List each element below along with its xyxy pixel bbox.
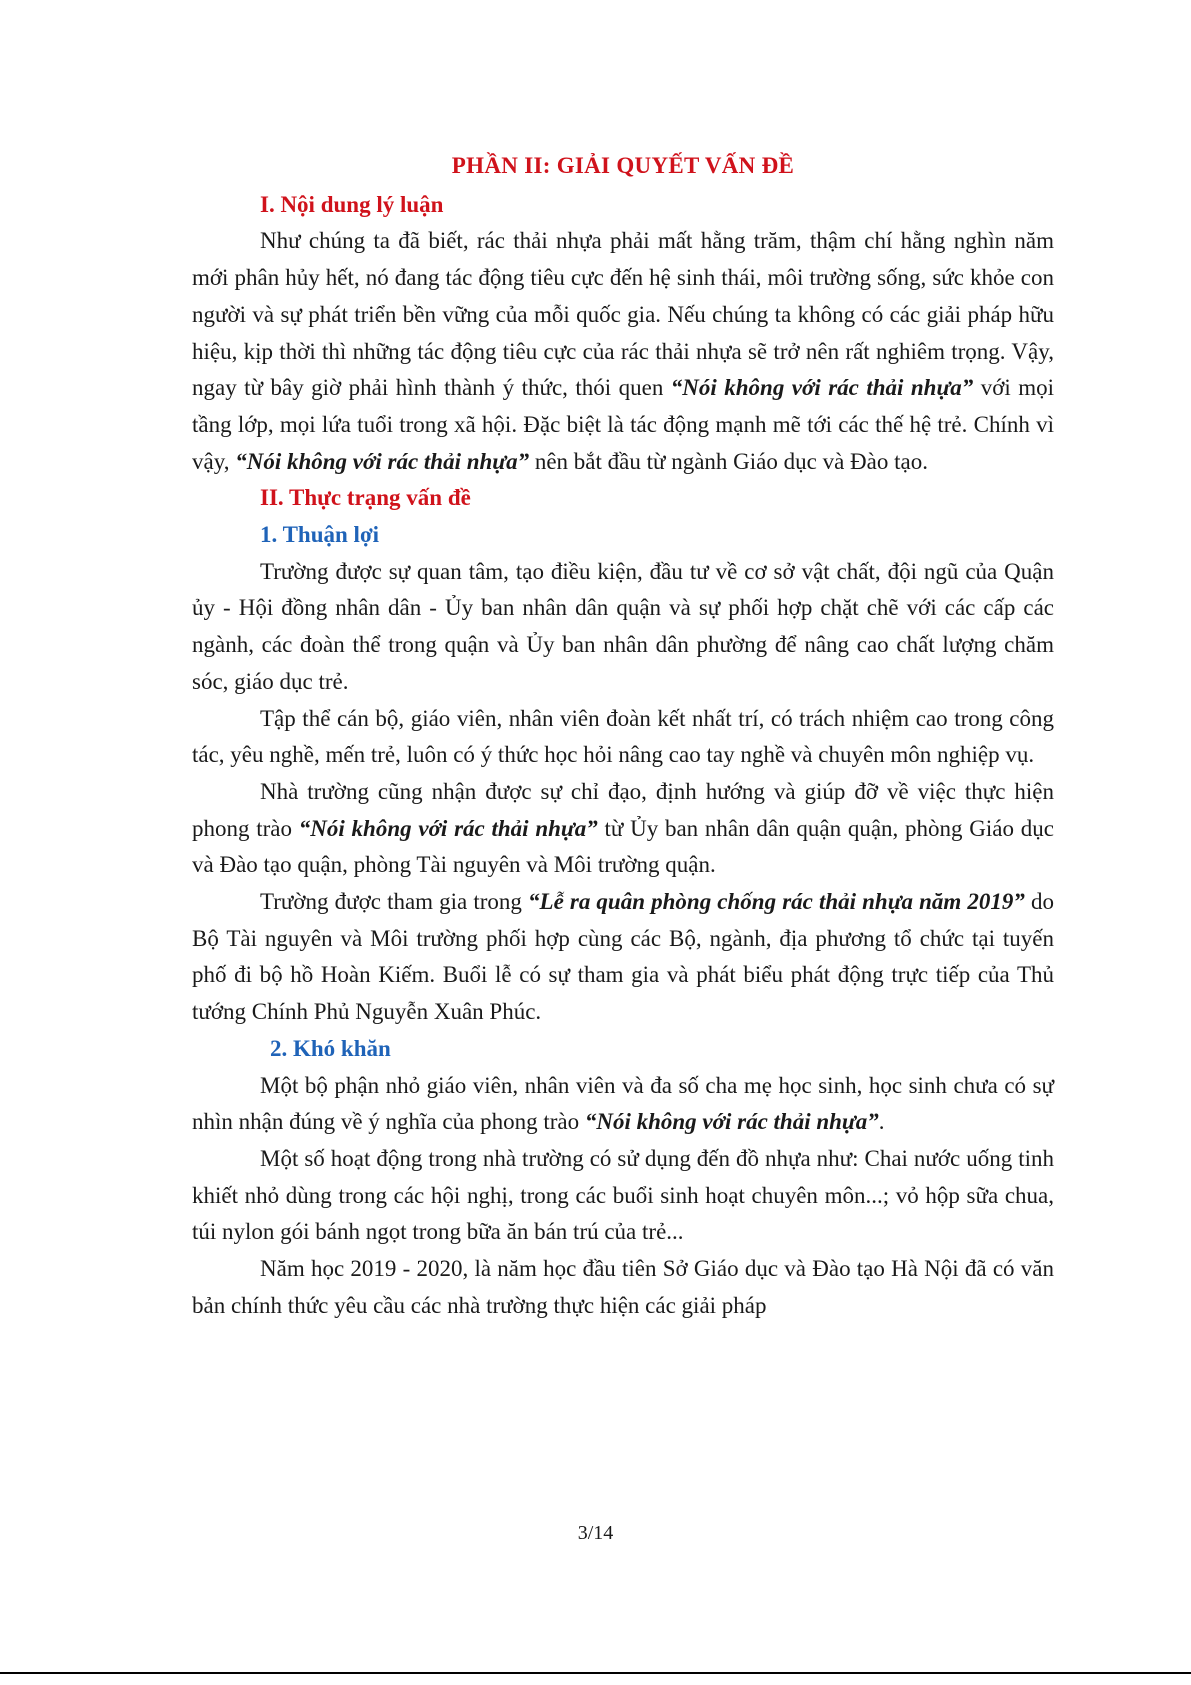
part-title: PHẦN II: GIẢI QUYẾT VẤN ĐỀ bbox=[451, 153, 795, 178]
text-run: với mọi tầng lớp, mọi lứa tuổi trong xã hội. Đặc biệt là tác động mạnh mẽ tới các thế hệ trẻ. Chính vì vậy, bbox=[192, 375, 1054, 474]
section-heading-status: II. Thực trạng vấn đề bbox=[260, 485, 471, 511]
slogan-emphasis: “Nói không với rác thải nhựa” bbox=[298, 815, 598, 841]
page-number: 3/14 bbox=[577, 1522, 614, 1544]
subsection-heading-advantages: 1. Thuận lợi bbox=[260, 522, 380, 548]
paragraph-advantages-4 bbox=[192, 884, 1054, 1031]
subsection-heading-difficulties: 2. Khó khăn bbox=[270, 1035, 391, 1061]
section-heading-theory: I. Nội dung lý luận bbox=[260, 191, 444, 217]
slogan-emphasis: “Nói không với rác thải nhựa” bbox=[235, 448, 530, 474]
text-run: Một bộ phận nhỏ giáo viên, nhân viên và đa số cha mẹ học sinh, học sinh chưa có sự nhìn nhận đúng về ý nghĩa của phong trào bbox=[192, 1072, 1054, 1135]
text-run: Như chúng ta đã biết, rác thải nhựa phải mất hằng trăm, thậm chí hằng nghìn năm mới phân hủy hết, nó đang tác động tiêu cực đến hệ sinh thái, môi trường sống, sức khỏe con người và sự phát triển bền vững của mỗi quốc gia. Nếu chúng ta không có các giải pháp hữu hiệu, kịp thời thì những tác động tiêu cực của rác thải nhựa sẽ trở nên rất nghiêm trọng. Vậy, ngay từ bây giờ phải hình thành ý thức, thói quen bbox=[192, 228, 1054, 401]
text-run: Trường được tham gia trong bbox=[260, 889, 529, 915]
paragraph-theory bbox=[192, 223, 1054, 480]
paragraph-difficulties-1 bbox=[192, 1068, 1054, 1141]
text-run: nên bắt đầu từ ngành Giáo dục và Đào tạo. bbox=[529, 448, 928, 474]
paragraph-advantages-2: Tập thể cán bộ, giáo viên, nhân viên đoàn kết nhất trí, có trách nhiệm cao trong công tác, yêu nghề, mến trẻ, luôn có ý thức học hỏi nâng cao tay nghề và chuyên môn nghiệp vụ. bbox=[192, 705, 1054, 768]
paragraph-difficulties-3: Năm học 2019 - 2020, là năm học đầu tiên Sở Giáo dục và Đào tạo Hà Nội đã có văn bản chính thức yêu cầu các nhà trường thực hiện các giải pháp bbox=[192, 1256, 1054, 1318]
slogan-emphasis: “Nói không với rác thải nhựa” bbox=[584, 1109, 879, 1135]
paragraph-advantages-3 bbox=[192, 774, 1054, 884]
slogan-emphasis: “Nói không với rác thải nhựa” bbox=[670, 375, 974, 401]
text-run: từ Ủy ban nhân dân quận quận, phòng Giáo dục và Đào tạo quận, phòng Tài nguyên và Môi trường quận. bbox=[192, 815, 1054, 878]
paragraph-difficulties-2: Một số hoạt động trong nhà trường có sử dụng đến đồ nhựa như: Chai nước uống tinh khiết nhỏ dùng trong các hội nghị, trong các buổi sinh hoạt chuyên môn...; vỏ hộp sữa chua, túi nylon gói bánh ngọt trong bữa ăn bán trú của trẻ... bbox=[192, 1145, 1054, 1245]
event-emphasis: “Lễ ra quân phòng chống rác thải nhựa năm 2019” bbox=[528, 889, 1025, 915]
text-run: Nhà trường cũng nhận được sự chỉ đạo, định hướng và giúp đỡ về việc thực hiện phong trào bbox=[192, 778, 1054, 841]
text-run: . bbox=[878, 1109, 885, 1135]
text-run: do Bộ Tài nguyên và Môi trường phối hợp cùng các Bộ, ngành, địa phương tổ chức tại tuyến phố đi bộ hồ Hoàn Kiếm. Buổi lễ có sự tham gia và phát biểu phát động trực tiếp của Thủ tướng Chính Phủ Nguyễn Xuân Phúc. bbox=[192, 889, 1054, 1025]
page-bottom-border bbox=[0, 1672, 1191, 1674]
paragraph-advantages-1: Trường được sự quan tâm, tạo điều kiện, đầu tư về cơ sở vật chất, đội ngũ của Quận ủy - Hội đồng nhân dân - Ủy ban nhân dân quận và sự phối hợp chặt chẽ với các cấp các ngành, các đoàn thể trong quận và Ủy ban nhân dân phường để nâng cao chất lượng chăm sóc, giáo dục trẻ. bbox=[192, 558, 1054, 694]
document-page bbox=[192, 148, 1054, 1325]
